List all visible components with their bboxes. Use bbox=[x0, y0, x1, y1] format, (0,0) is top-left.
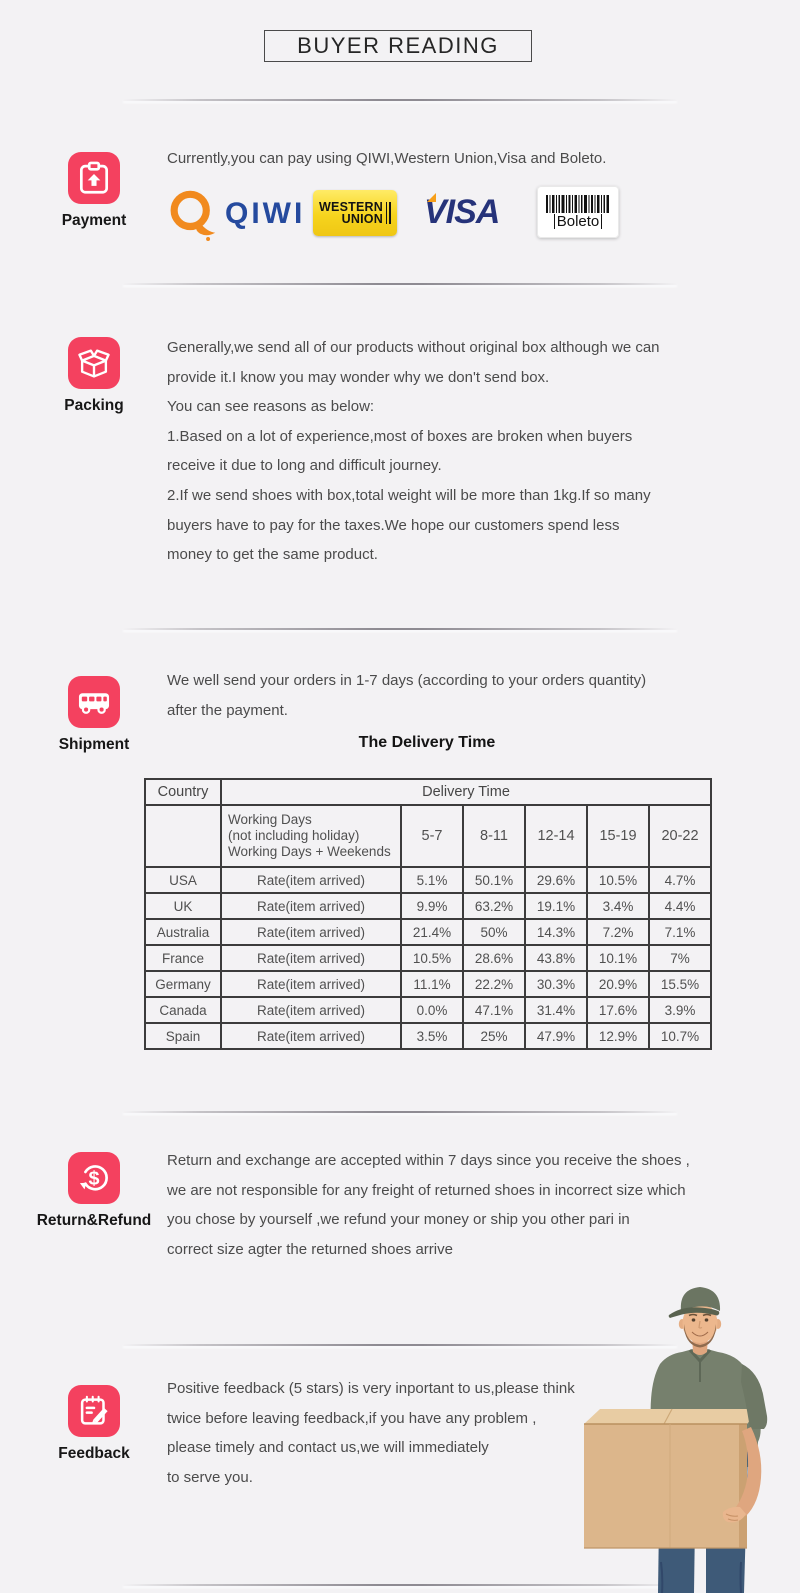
country-cell: Australia bbox=[145, 919, 221, 945]
delivery-time-header-cell: Delivery Time bbox=[221, 779, 711, 805]
rate-value-cell: 4.4% bbox=[649, 893, 711, 919]
rate-value-cell: 28.6% bbox=[463, 945, 525, 971]
working-days-cell bbox=[221, 805, 401, 867]
rate-value-cell: 50% bbox=[463, 919, 525, 945]
svg-text:$: $ bbox=[88, 1167, 100, 1190]
wu-line1: WESTERN bbox=[319, 200, 383, 214]
packing-text bbox=[167, 333, 660, 570]
shipment-label: Shipment bbox=[58, 736, 130, 753]
rate-value-cell: 3.5% bbox=[401, 1023, 463, 1049]
empty-cell bbox=[145, 805, 221, 867]
day-range-cell: 8-11 bbox=[463, 805, 525, 867]
rate-value-cell: 47.9% bbox=[525, 1023, 587, 1049]
text-line: you chose by yourself ,we refund your money or ship you other pari in bbox=[167, 1211, 630, 1229]
rate-label-cell: Rate(item arrived) bbox=[221, 971, 401, 997]
visa-orange-flag bbox=[427, 193, 436, 202]
payment-icon bbox=[68, 152, 120, 204]
country-cell: Spain bbox=[145, 1023, 221, 1049]
rate-value-cell: 12.9% bbox=[587, 1023, 649, 1049]
qiwi-q-icon bbox=[167, 186, 217, 242]
rate-value-cell: 14.3% bbox=[525, 919, 587, 945]
rate-value-cell: 19.1% bbox=[525, 893, 587, 919]
section-divider bbox=[123, 628, 677, 630]
working-days-line: (not including holiday) bbox=[228, 828, 360, 843]
payment-label: Payment bbox=[61, 212, 127, 229]
text-line: We well send your orders in 1-7 days (according to your orders quantity) bbox=[167, 672, 647, 689]
working-days-line: Working Days bbox=[228, 812, 312, 827]
delivery-table-body bbox=[145, 867, 711, 1049]
feedback-label: Feedback bbox=[58, 1445, 130, 1462]
country-cell: USA bbox=[145, 867, 221, 893]
rate-label-cell: Rate(item arrived) bbox=[221, 1023, 401, 1049]
rate-value-cell: 21.4% bbox=[401, 919, 463, 945]
rate-value-cell: 25% bbox=[463, 1023, 525, 1049]
rate-value-cell: 15.5% bbox=[649, 971, 711, 997]
barcode-icon bbox=[546, 195, 610, 213]
rate-value-cell: 10.5% bbox=[401, 945, 463, 971]
boleto-logo bbox=[537, 186, 619, 238]
day-range-cell: 15-19 bbox=[587, 805, 649, 867]
rate-value-cell: 50.1% bbox=[463, 867, 525, 893]
delivery-table-row bbox=[145, 867, 711, 893]
section-divider bbox=[123, 99, 677, 101]
text-line: please timely and contact us,we will immediately bbox=[167, 1439, 489, 1457]
packing-icon bbox=[68, 337, 120, 389]
rate-label-cell: Rate(item arrived) bbox=[221, 893, 401, 919]
country-cell: UK bbox=[145, 893, 221, 919]
country-cell: Canada bbox=[145, 997, 221, 1023]
delivery-table-subheader-row bbox=[145, 805, 711, 867]
rate-value-cell: 7% bbox=[649, 945, 711, 971]
rate-value-cell: 10.1% bbox=[587, 945, 649, 971]
delivery-table-row bbox=[145, 893, 711, 919]
rate-value-cell: 5.1% bbox=[401, 867, 463, 893]
rate-value-cell: 10.5% bbox=[587, 867, 649, 893]
text-line: after the payment. bbox=[167, 701, 288, 719]
shipment-icon bbox=[68, 676, 120, 728]
rate-value-cell: 9.9% bbox=[401, 893, 463, 919]
return-refund-icon bbox=[68, 1152, 120, 1204]
feedback-text bbox=[167, 1374, 575, 1492]
shipment-text bbox=[167, 666, 646, 725]
text-line: You can see reasons as below: bbox=[167, 398, 375, 416]
text-line: Generally,we send all of our products without original box although we can bbox=[167, 339, 660, 356]
delivery-table-row bbox=[145, 1023, 711, 1049]
delivery-table-header-row bbox=[145, 779, 711, 805]
delivery-table-row bbox=[145, 919, 711, 945]
text-line: 2.If we send shoes with box,total weight will be more than 1kg.If so many bbox=[167, 486, 651, 504]
section-divider bbox=[123, 283, 677, 285]
rate-label-cell: Rate(item arrived) bbox=[221, 867, 401, 893]
page-title: BUYER READING bbox=[297, 33, 499, 58]
country-cell: Germany bbox=[145, 971, 221, 997]
rate-value-cell: 31.4% bbox=[525, 997, 587, 1023]
rate-value-cell: 22.2% bbox=[463, 971, 525, 997]
visa-wordmark: VISA bbox=[424, 193, 500, 231]
country-cell: France bbox=[145, 945, 221, 971]
day-range-cell: 20-22 bbox=[649, 805, 711, 867]
rate-value-cell: 4.7% bbox=[649, 867, 711, 893]
payment-section-badge bbox=[34, 152, 154, 230]
rate-value-cell: 17.6% bbox=[587, 997, 649, 1023]
rate-label-cell: Rate(item arrived) bbox=[221, 945, 401, 971]
return-refund-section-badge bbox=[34, 1152, 154, 1230]
return-refund-label: Return&Refund bbox=[36, 1212, 152, 1229]
qiwi-wordmark: QIWI bbox=[225, 197, 306, 230]
working-days-line: Working Days + Weekends bbox=[228, 844, 391, 859]
rate-value-cell: 11.1% bbox=[401, 971, 463, 997]
text-line: receive it due to long and difficult journey. bbox=[167, 457, 442, 475]
text-line: Currently,you can pay using QIWI,Western Union,Visa and Boleto. bbox=[167, 150, 607, 167]
western-union-bars bbox=[386, 202, 391, 224]
text-line: 1.Based on a lot of experience,most of boxes are broken when buyers bbox=[167, 427, 633, 445]
delivery-man-photo bbox=[560, 1262, 800, 1593]
feedback-icon bbox=[68, 1385, 120, 1437]
shipment-section-badge bbox=[34, 676, 154, 754]
packing-label: Packing bbox=[64, 397, 124, 414]
rate-value-cell: 0.0% bbox=[401, 997, 463, 1023]
day-range-cell: 12-14 bbox=[525, 805, 587, 867]
rate-label-cell: Rate(item arrived) bbox=[221, 997, 401, 1023]
rate-value-cell: 63.2% bbox=[463, 893, 525, 919]
text-line: Positive feedback (5 stars) is very inportant to us,please think bbox=[167, 1380, 575, 1397]
text-line: money to get the same product. bbox=[167, 546, 378, 564]
feedback-section-badge bbox=[34, 1385, 154, 1463]
return-refund-text bbox=[167, 1146, 690, 1264]
qiwi-logo bbox=[167, 186, 305, 242]
day-range-cell: 5-7 bbox=[401, 805, 463, 867]
country-header-cell: Country bbox=[145, 779, 221, 805]
text-line: to serve you. bbox=[167, 1468, 253, 1486]
wu-line2: UNION bbox=[341, 212, 383, 226]
text-line: Return and exchange are accepted within 7 days since you receive the shoes , bbox=[167, 1152, 690, 1169]
western-union-logo bbox=[313, 190, 397, 236]
visa-logo bbox=[424, 193, 500, 231]
text-line: provide it.I know you may wonder why we don't send box. bbox=[167, 368, 550, 386]
rate-value-cell: 29.6% bbox=[525, 867, 587, 893]
western-union-wordmark bbox=[319, 201, 383, 225]
delivery-table-row bbox=[145, 971, 711, 997]
section-divider bbox=[123, 1111, 677, 1113]
delivery-table bbox=[144, 778, 712, 1050]
delivery-table-row bbox=[145, 945, 711, 971]
delivery-table-title: The Delivery Time bbox=[358, 734, 496, 751]
rate-value-cell: 7.1% bbox=[649, 919, 711, 945]
payment-text bbox=[167, 144, 606, 174]
rate-value-cell: 3.4% bbox=[587, 893, 649, 919]
rate-value-cell: 20.9% bbox=[587, 971, 649, 997]
text-line: buyers have to pay for the taxes.We hope our customers spend less bbox=[167, 516, 620, 534]
boleto-wordmark: Boleto bbox=[554, 214, 603, 229]
rate-value-cell: 10.7% bbox=[649, 1023, 711, 1049]
page-title-box bbox=[264, 30, 532, 62]
text-line: twice before leaving feedback,if you have any problem , bbox=[167, 1409, 537, 1427]
rate-value-cell: 47.1% bbox=[463, 997, 525, 1023]
rate-value-cell: 3.9% bbox=[649, 997, 711, 1023]
rate-label-cell: Rate(item arrived) bbox=[221, 919, 401, 945]
rate-value-cell: 7.2% bbox=[587, 919, 649, 945]
text-line: we are not responsible for any freight of returned shoes in incorrect size which bbox=[167, 1181, 686, 1199]
text-line: correct size agter the returned shoes arrive bbox=[167, 1240, 453, 1258]
rate-value-cell: 43.8% bbox=[525, 945, 587, 971]
rate-value-cell: 30.3% bbox=[525, 971, 587, 997]
delivery-table-row bbox=[145, 997, 711, 1023]
packing-section-badge bbox=[34, 337, 154, 415]
